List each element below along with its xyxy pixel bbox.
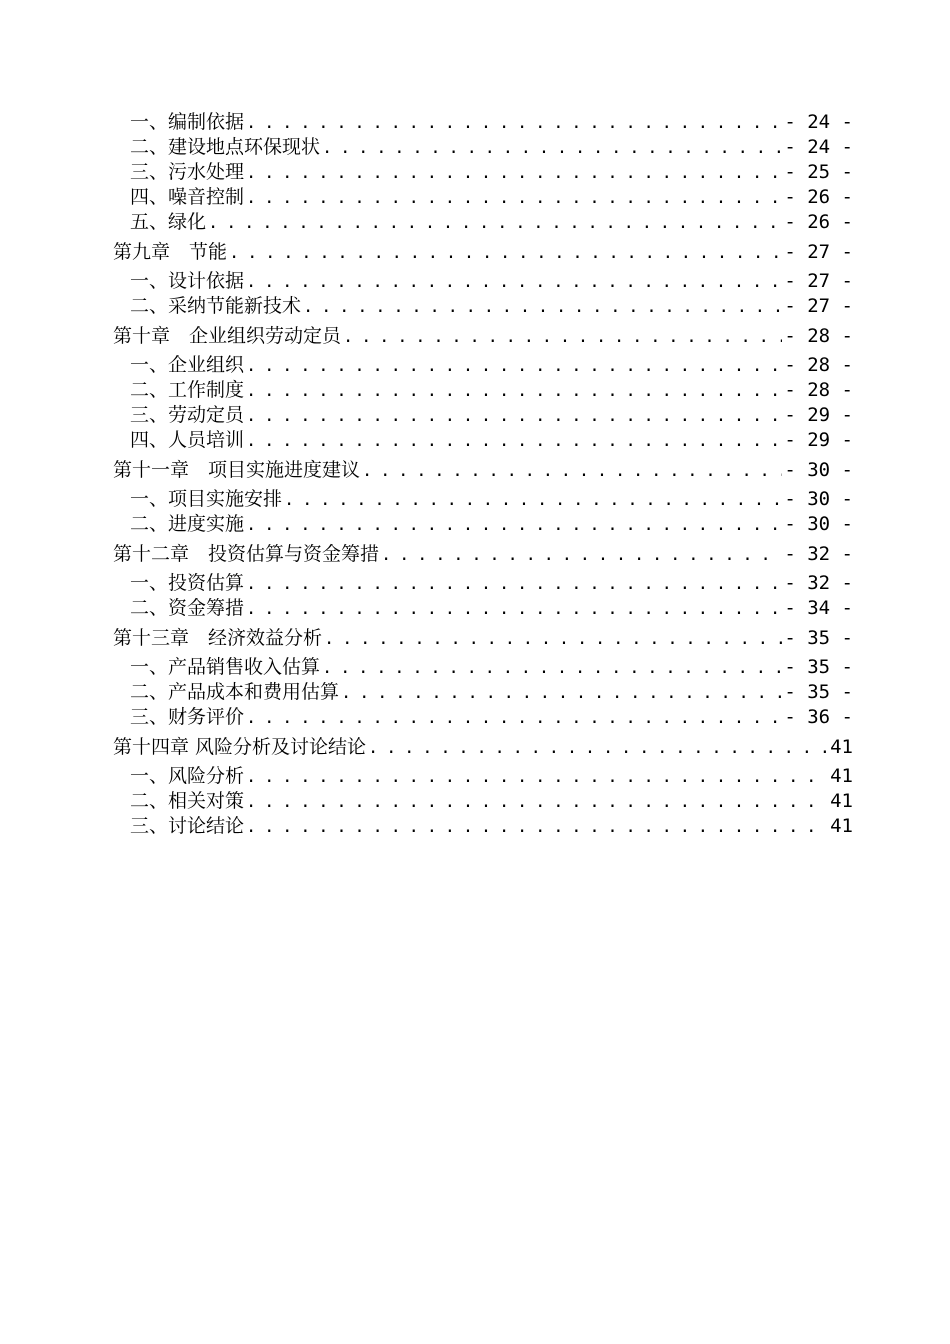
toc-entry[interactable] (113, 135, 853, 160)
dot-leader (246, 111, 782, 136)
toc-entry-page: - 24 - (784, 136, 853, 158)
toc-chapter-entry[interactable] (113, 730, 853, 764)
toc-entry-page: - 30 - (784, 488, 853, 510)
toc-entry[interactable] (113, 487, 853, 512)
toc-entry[interactable] (113, 814, 853, 839)
toc-entry-page: - 25 - (784, 161, 853, 183)
toc-chapter-entry[interactable] (113, 453, 853, 487)
toc-entry[interactable] (113, 512, 853, 537)
dot-leader (246, 404, 782, 429)
toc-entry-page: - 24 - (784, 111, 853, 133)
toc-entry-page: - 35 - (784, 656, 853, 678)
toc-entry-label: 一、设计依据 (130, 270, 245, 292)
toc-entry-label: 二、进度实施 (130, 513, 245, 535)
toc-entry-label: 一、风险分析 (130, 765, 245, 787)
toc-entry[interactable] (113, 428, 853, 453)
toc-entry-page: - 36 - (784, 706, 853, 728)
toc-entry-page: 41 (830, 815, 853, 837)
dot-leader (208, 211, 782, 236)
toc-chapter-label: 第十二章 投资估算与资金筹措 (113, 543, 380, 565)
toc-entry-label: 一、项目实施安排 (130, 488, 283, 510)
toc-entry-label: 四、噪音控制 (130, 186, 245, 208)
toc-entry[interactable] (113, 596, 853, 621)
toc-entry-page: 41 (830, 765, 853, 787)
toc-entry-page: 41 (830, 790, 853, 812)
toc-entry[interactable] (113, 789, 853, 814)
toc-entry-label: 一、产品销售收入估算 (130, 656, 321, 678)
toc-entry-label: 二、工作制度 (130, 379, 245, 401)
dot-leader (246, 429, 782, 454)
toc-entry-label: 一、企业组织 (130, 354, 245, 376)
toc-entry-page: - 32 - (784, 572, 853, 594)
toc-entry[interactable] (113, 269, 853, 294)
dot-leader (284, 488, 782, 513)
toc-chapter-label: 第十章 企业组织劳动定员 (113, 325, 342, 347)
dot-leader (246, 790, 828, 815)
toc-chapter-page: - 27 - (784, 241, 853, 263)
dot-leader (368, 731, 828, 765)
toc-chapter-entry[interactable] (113, 319, 853, 353)
toc-entry[interactable] (113, 210, 853, 235)
toc-entry-label: 一、编制依据 (130, 111, 245, 133)
dot-leader (341, 681, 782, 706)
toc-entry-label: 二、资金筹措 (130, 597, 245, 619)
dot-leader (246, 572, 782, 597)
toc-chapter-label: 第九章 节能 (113, 241, 228, 263)
toc-entry[interactable] (113, 705, 853, 730)
toc-chapter-label: 第十四章 风险分析及讨论结论 (113, 736, 367, 758)
toc-entry-label: 三、劳动定员 (130, 404, 245, 426)
toc-chapter-entry[interactable] (113, 537, 853, 571)
dot-leader (303, 295, 782, 320)
toc-chapter-entry[interactable] (113, 621, 853, 655)
toc-entry-page: - 34 - (784, 597, 853, 619)
toc-entry-page: - 28 - (784, 354, 853, 376)
toc-entry-page: - 30 - (784, 513, 853, 535)
toc-entry-label: 三、讨论结论 (130, 815, 245, 837)
toc-entry[interactable] (113, 764, 853, 789)
toc-chapter-page: - 28 - (784, 325, 853, 347)
dot-leader (246, 765, 828, 790)
toc-entry-page: - 27 - (784, 295, 853, 317)
toc-entry-page: - 29 - (784, 404, 853, 426)
dot-leader (246, 513, 782, 538)
toc-entry-page: - 26 - (784, 211, 853, 233)
toc-entry[interactable] (113, 403, 853, 428)
toc-entry[interactable] (113, 571, 853, 596)
toc-chapter-page: - 32 - (784, 543, 853, 565)
toc-entry-label: 五、绿化 (130, 211, 207, 233)
toc-chapter-label: 第十一章 项目实施进度建议 (113, 459, 361, 481)
dot-leader (246, 379, 782, 404)
dot-leader (246, 354, 782, 379)
toc-chapter-entry[interactable] (113, 235, 853, 269)
dot-leader (246, 270, 782, 295)
toc-entry-page: - 28 - (784, 379, 853, 401)
toc-entry[interactable] (113, 294, 853, 319)
toc-entry[interactable] (113, 378, 853, 403)
toc-chapter-page: - 35 - (784, 627, 853, 649)
toc-entry-label: 二、产品成本和费用估算 (130, 681, 340, 703)
toc-entry-label: 二、相关对策 (130, 790, 245, 812)
dot-leader (229, 236, 782, 270)
dot-leader (343, 320, 782, 354)
toc-entry-label: 三、污水处理 (130, 161, 245, 183)
dot-leader (322, 656, 782, 681)
toc-entry-label: 三、财务评价 (130, 706, 245, 728)
dot-leader (362, 454, 782, 488)
toc-entry[interactable] (113, 110, 853, 135)
toc-entry-label: 一、投资估算 (130, 572, 245, 594)
dot-leader (246, 706, 782, 731)
toc-entry[interactable] (113, 680, 853, 705)
toc-entry-page: - 29 - (784, 429, 853, 451)
toc-chapter-page: 41 (830, 736, 853, 758)
dot-leader (322, 136, 782, 161)
table-of-contents (113, 110, 853, 839)
toc-entry-label: 二、建设地点环保现状 (130, 136, 321, 158)
toc-entry[interactable] (113, 353, 853, 378)
toc-entry-page: - 35 - (784, 681, 853, 703)
toc-entry-label: 四、人员培训 (130, 429, 245, 451)
toc-entry[interactable] (113, 185, 853, 210)
toc-entry-page: - 27 - (784, 270, 853, 292)
dot-leader (246, 186, 782, 211)
toc-entry[interactable] (113, 655, 853, 680)
toc-chapter-label: 第十三章 经济效益分析 (113, 627, 323, 649)
dot-leader (381, 538, 782, 572)
dot-leader (246, 815, 828, 840)
toc-entry[interactable] (113, 160, 853, 185)
dot-leader (324, 622, 782, 656)
toc-chapter-page: - 30 - (784, 459, 853, 481)
toc-entry-label: 二、采纳节能新技术 (130, 295, 302, 317)
dot-leader (246, 161, 782, 186)
toc-entry-page: - 26 - (784, 186, 853, 208)
dot-leader (246, 597, 782, 622)
